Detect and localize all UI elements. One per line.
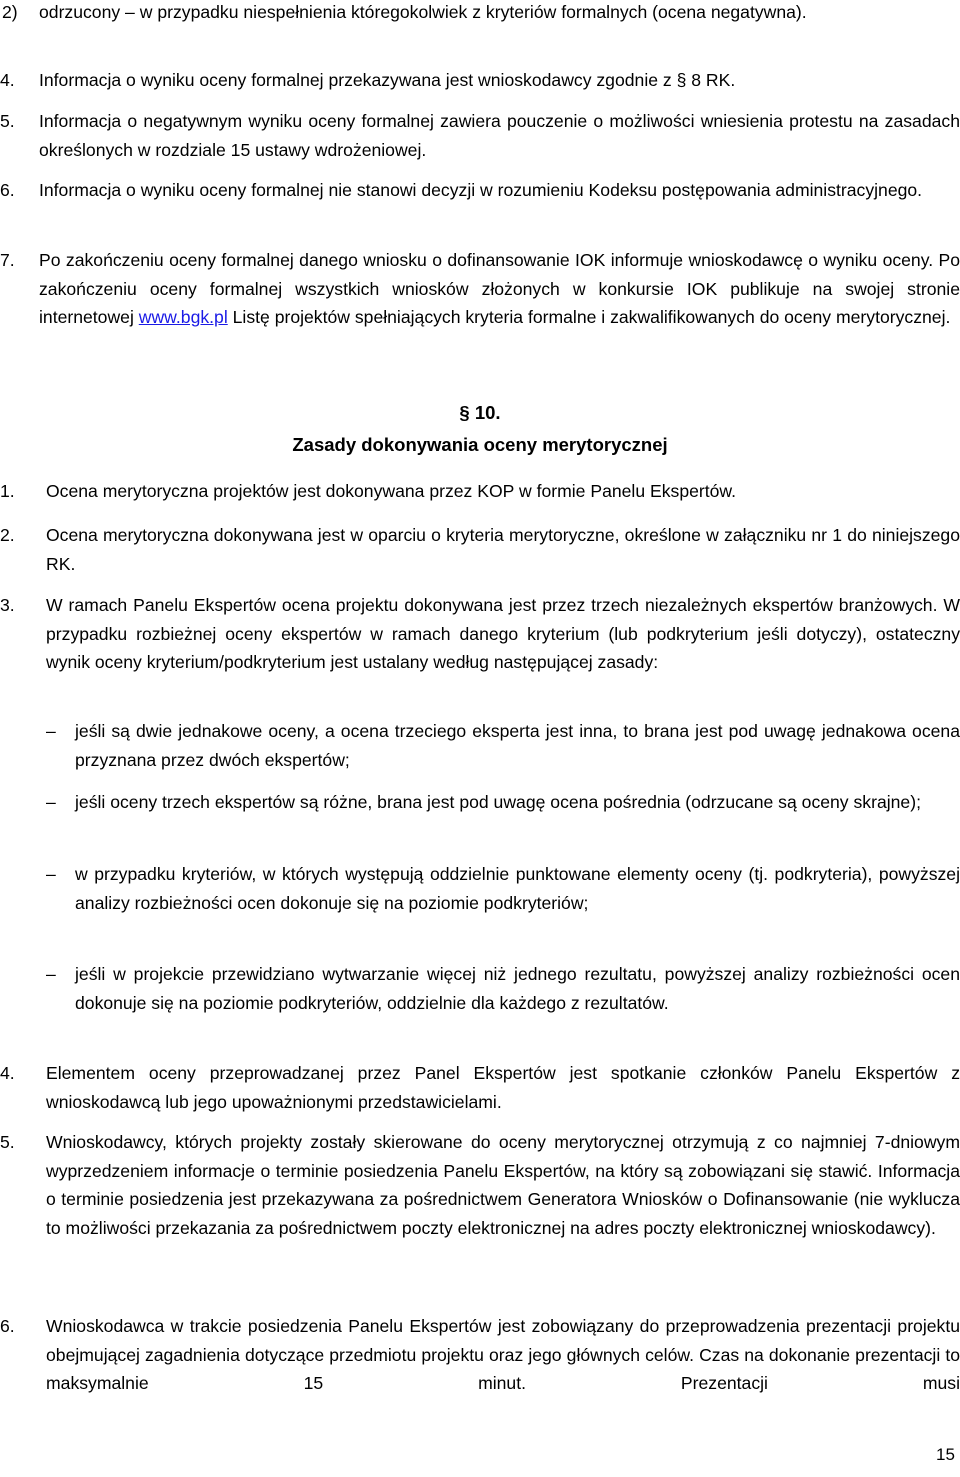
- text-segment: Po zakończeniu oceny formalnej danego wniosku o dofinansowanie IOK informuje wnioskodawcę o wyniku oceny. Po zakończeniu oceny formalnej wszystkich wniosków złożonych w konkursie IOK publikuje na swojej stronie internetowej: [39, 250, 960, 328]
- list-item-text: Informacja o negatywnym wyniku oceny formalnej zawiera pouczenie o możliwości wniesienia protestu na zasadach określonych w rozdziale 15 ustawy wdrożeniowej.: [39, 111, 960, 160]
- bullet-text: jeśli w projekcie przewidziano wytwarzanie więcej niż jednego rezultatu, powyższej analizy rozbieżności ocen dokonuje się na poziomie podkryteriów, oddzielnie dla każdego z rezultatów.: [75, 964, 960, 1013]
- dash-bullet: –: [46, 964, 56, 984]
- page-number: 15: [936, 1445, 955, 1464]
- list-item-text: odrzucony – w przypadku niespełnienia któregokolwiek z kryteriów formalnych (ocena negatywna).: [39, 2, 807, 22]
- list-item-number: 4.: [0, 70, 15, 90]
- list-item-number: 4.: [0, 1063, 15, 1083]
- dash-bullet: –: [46, 792, 56, 812]
- bullet-text: jeśli są dwie jednakowe oceny, a ocena trzeciego eksperta jest inna, to brana jest pod uwagę jednakowa ocena przyznana przez dwóch ekspertów;: [75, 721, 960, 770]
- bgk-website-link[interactable]: www.bgk.pl: [138, 307, 228, 328]
- list-item-text: [39, 246, 960, 332]
- list-item-number: 5.: [0, 1132, 15, 1152]
- list-item-text: W ramach Panelu Ekspertów ocena projektu dokonywana jest przez trzech niezależnych ekspertów branżowych. W przypadku rozbieżnej oceny ekspertów w ramach danego kryterium (lub podkryterium jeśli dotyczy), ostateczny wynik oceny kryterium/podkryterium jest ustalany według następującej zasady:: [46, 595, 960, 673]
- list-item-text: Ocena merytoryczna dokonywana jest w oparciu o kryteria merytoryczne, określone w załączniku nr 1 do niniejszego RK.: [46, 525, 960, 574]
- list-item-text: Informacja o wyniku oceny formalnej nie stanowi decyzji w rozumieniu Kodeksu postępowania administracyjnego.: [39, 180, 923, 200]
- bullet-text: jeśli oceny trzech ekspertów są różne, brana jest pod uwagę ocena pośrednia (odrzucane są oceny skrajne);: [75, 792, 921, 812]
- dash-bullet: –: [46, 864, 56, 884]
- text-segment: Listę projektów spełniających kryteria formalne i zakwalifikowanych do oceny merytorycznej.: [227, 307, 951, 328]
- dash-bullet: –: [46, 721, 56, 741]
- section-title: Zasady dokonywania oceny merytorycznej: [292, 434, 668, 455]
- section-number: § 10.: [459, 402, 501, 423]
- list-item-text: Ocena merytoryczna projektów jest dokonywana przez KOP w formie Panelu Ekspertów.: [46, 481, 737, 501]
- list-item-text: Elementem oceny przeprowadzanej przez Panel Ekspertów jest spotkanie członków Panelu Ekspertów z wnioskodawcą lub jego upoważnionymi przedstawicielami.: [46, 1063, 960, 1112]
- list-item-number: 7.: [0, 250, 15, 270]
- list-item-number: 2): [2, 2, 18, 22]
- list-item-text: Wnioskodawca w trakcie posiedzenia Panelu Ekspertów jest zobowiązany do przeprowadzenia prezentacji projektu obejmującej zagadnienia dotyczące przedmiotu projektu oraz jego głównych celów. Czas na dokonanie prezentacji to maksymalnie 15 minut. Prezentacji musi: [46, 1316, 960, 1394]
- list-item-number: 3.: [0, 595, 15, 615]
- bullet-text: w przypadku kryteriów, w których występują oddzielnie punktowane elementy oceny (tj. podkryteria), powyższej analizy rozbieżności ocen dokonuje się na poziomie podkryteriów;: [75, 864, 960, 913]
- list-item-number: 5.: [0, 111, 15, 131]
- list-item-text: Informacja o wyniku oceny formalnej przekazywana jest wnioskodawcy zgodnie z § 8 RK.: [39, 70, 736, 90]
- list-item-number: 6.: [0, 1316, 15, 1336]
- list-item-text: Wnioskodawcy, których projekty zostały skierowane do oceny merytorycznej otrzymują z co najmniej 7-dniowym wyprzedzeniem informacje o terminie posiedzenia Panelu Ekspertów, na który są zobowiązani się stawić. Informacja o terminie posiedzenia jest przekazywana za pośrednictwem Generatora Wniosków o Dofinansowanie (nie wyklucza to możliwości przekazania za pośrednictwem poczty elektronicznej na adres poczty elektronicznej wnioskodawcy).: [46, 1132, 960, 1238]
- list-item-number: 6.: [0, 180, 15, 200]
- list-item-number: 1.: [0, 481, 15, 501]
- list-item-number: 2.: [0, 525, 15, 545]
